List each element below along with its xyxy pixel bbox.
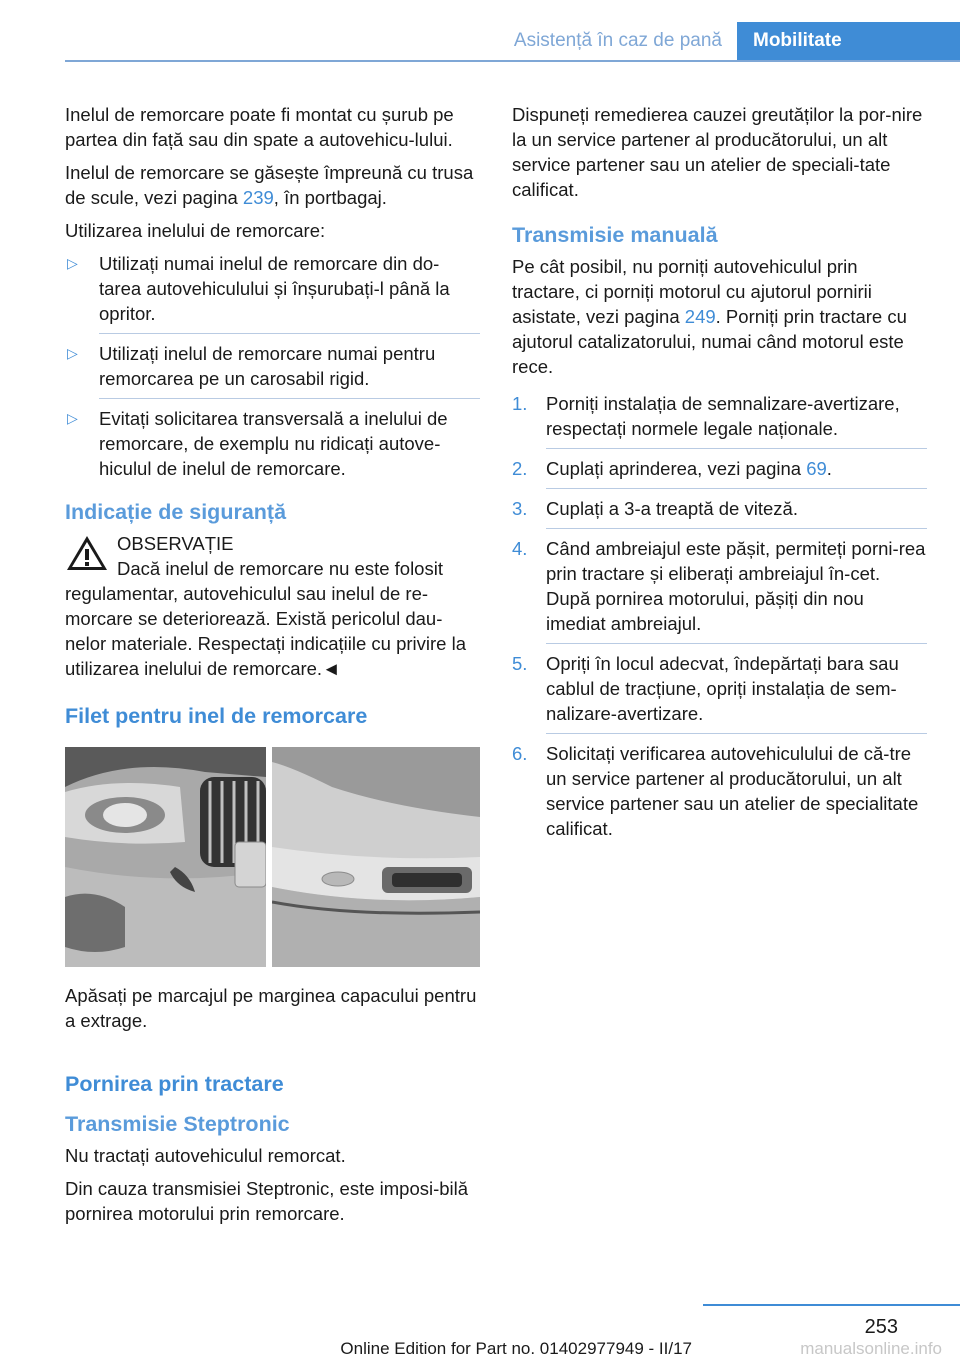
section-heading-safety: Indicație de siguranță — [65, 500, 287, 524]
list-divider — [99, 398, 480, 399]
step-number: 6. — [512, 743, 528, 764]
warning-title: OBSERVAȚIE — [117, 533, 234, 554]
page-link[interactable]: 249 — [684, 306, 716, 327]
rear-bumper-photo — [272, 747, 480, 967]
list-divider — [546, 448, 927, 449]
warning-text: regulamentar, autovehiculul sau inelul de re-morcare se deteriorează. Există pericolul dau-nelor materiale. Respectați indicațiile cu privire la utilizarea inelului de remorcare.◄ — [65, 583, 467, 679]
step-number: 3. — [512, 498, 528, 519]
paragraph: Din cauza transmisiei Steptronic, este imposi-bilă pornirea motorului prin remorcare. — [65, 1178, 469, 1224]
list-divider — [546, 488, 927, 489]
section-heading-thread: Filet pentru inel de remorcare — [65, 704, 368, 728]
step-number: 1. — [512, 393, 528, 414]
paragraph: Inelul de remorcare se găsește împreună cu trusa de scule, vezi pagina 239, în portbagaj. — [65, 162, 474, 208]
warning-first-line: Dacă inelul de remorcare nu este folosit — [117, 558, 443, 579]
footer-watermark: manualsonline.info — [800, 1339, 942, 1358]
header-divider — [65, 60, 960, 62]
list-divider — [99, 333, 480, 334]
list-divider — [546, 733, 927, 734]
photo-caption: Apăsați pe marcajul pe marginea capacului pentru a extrage. — [65, 985, 477, 1031]
triangle-bullet-icon: ▷ — [67, 255, 78, 271]
warning-triangle-icon — [65, 533, 109, 573]
page-number: 253 — [864, 1316, 898, 1338]
list-item: 4. Când ambreiajul este pășit, permiteți porni-rea prin tractare și eliberați ambreiajul în-cet. După pornirea motorului, pășiți din nou imediat ambreiajul. — [512, 538, 926, 634]
header-section-title: Asistență în caz de pană — [513, 30, 722, 51]
footer-divider — [703, 1304, 960, 1306]
step-number: 5. — [512, 653, 528, 674]
step-number: 2. — [512, 458, 528, 479]
front-bumper-photo — [65, 747, 266, 967]
warning-block — [65, 531, 480, 581]
paragraph: Dispuneți remedierea cauzei greutăților la por-nire la un service partener al producătorului, un alt service partener sau un atelier de speciali-tate calificat. — [512, 104, 923, 200]
left-column — [65, 102, 480, 1234]
list-item: 1. Porniți instalația de semnalizare-avertizare, respectați normele legale naționale. — [512, 393, 900, 439]
bullet-list — [65, 251, 480, 481]
list-item: 5. Opriți în locul adecvat, îndepărtați bara sau cablul de tracțiune, opriți instalația de sem-nalizare-avertizare. — [512, 653, 899, 724]
triangle-bullet-icon: ▷ — [67, 345, 78, 361]
list-item: 6. Solicitați verificarea autovehiculului de că-tre un service partener al producătorului, un alt service partener sau un atelier de specialitate calificat. — [512, 743, 919, 839]
right-column — [512, 102, 927, 841]
paragraph: Utilizarea inelului de remorcare: — [65, 220, 326, 241]
footer-edition: Online Edition for Part no. 01402977949 - II/17 — [340, 1339, 692, 1358]
list-divider — [546, 528, 927, 529]
subheading-steptronic: Transmisie Steptronic — [65, 1112, 290, 1136]
list-divider — [546, 643, 927, 644]
list-item: ▷ Utilizați numai inelul de remorcare din do-tarea autovehiculului și înșurubați-l până la opritor. — [67, 253, 450, 324]
list-item: ▷ Evitați solicitarea transversală a inelului de remorcare, de exemplu nu ridicați autove-hiculul de inelul de remorcare. — [67, 408, 448, 479]
subheading-manual: Transmisie manuală — [512, 223, 718, 247]
triangle-bullet-icon: ▷ — [67, 410, 78, 426]
page-link[interactable]: 239 — [242, 187, 274, 208]
paragraph: Nu tractați autovehiculul remorcat. — [65, 1145, 346, 1166]
list-item: 2. Cuplați aprinderea, vezi pagina 69. — [512, 458, 832, 479]
list-item: 3. Cuplați a 3-a treaptă de viteză. — [512, 498, 798, 519]
list-item: ▷ Utilizați inelul de remorcare numai pentru remorcarea pe un carosabil rigid. — [67, 343, 436, 389]
section-heading-tow-start: Pornirea prin tractare — [65, 1072, 284, 1096]
paragraph: Inelul de remorcare poate fi montat cu șurub pe partea din față sau din spate a autovehicu-lului. — [65, 104, 454, 150]
steps-list — [512, 391, 927, 841]
step-number: 4. — [512, 538, 528, 559]
paragraph: Pe cât posibil, nu porniți autovehiculul prin tractare, ci porniți motorul cu ajutorul pornirii asistate, vezi pagina 249. Porniți prin tractare cu ajutorul catalizatorului, numai când motorul este rece. — [512, 256, 907, 377]
photo-row — [65, 747, 480, 967]
header-tab-mobilitate[interactable]: Mobilitate — [737, 22, 960, 62]
page-link[interactable]: 69 — [806, 458, 827, 479]
